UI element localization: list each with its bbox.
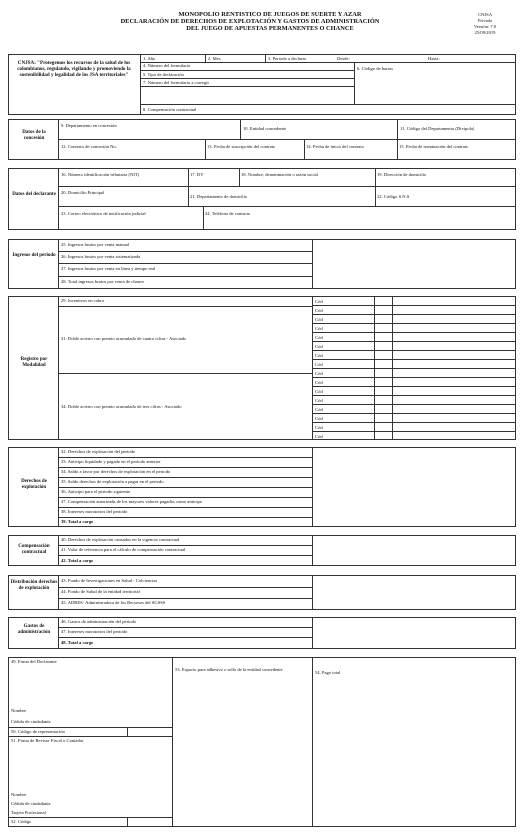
form-title-line1: MONOPOLIO RENTISTICO DE JUEGOS DE SUERTE Y AZAR: [178, 11, 362, 18]
field-8-compensation: 8. Compensación contractual: [143, 107, 197, 112]
field-24: 24. Teléfono de contacto: [205, 211, 251, 216]
field-19: 19. Dirección de domicilio: [377, 172, 427, 177]
income-item-28: 28. Total ingresos brutos por venta de chance: [61, 279, 145, 284]
field-18: 18. Nombre, denominación o razón social: [241, 172, 318, 177]
field-49-signature: 49. Firma del Declarante: [11, 659, 57, 664]
cod-row-8: Cód: [315, 361, 323, 367]
field-29: 29. Incentivos en cobro: [61, 298, 105, 303]
field-3-period: 3. Periodo a declarar: [268, 55, 307, 61]
distribution-item-43: 43. Fondo de Investigaciones en Salud - Colciencias: [61, 578, 158, 583]
field-9: 9. Departamento en concesión: [61, 123, 117, 128]
cod-row-15: Cód: [315, 424, 323, 430]
cod-row-11: Cód: [315, 388, 323, 394]
field-31: 31. Doble acierto con premio acumulado de cuatro cifras - Asociado: [61, 336, 187, 341]
rights-item-39: 39. Total a cargo: [61, 519, 94, 524]
professional-card: Tarjeta Profesional: [11, 810, 46, 815]
cod-row-13: Cód: [315, 406, 323, 412]
rights-item-38: 38. Intereses moratorios del periodo: [61, 509, 128, 514]
period-from: Desde:: [337, 55, 350, 61]
slogan: CNJSA: "Protegemos los recursos de la salud de los colombianos, regulando, vigilando y promoviendo la sostenibilidad y legalidad de los JSA territoriales": [17, 60, 131, 79]
rights-item-33: 33. Anticipo liquidado y pagado en el periodo anterior: [61, 459, 161, 464]
field-10: 10. Entidad concedente: [243, 126, 286, 131]
cod-row-6: Cód: [315, 343, 323, 349]
income-item-26: 26. Ingresos brutos por venta sistematizada: [61, 254, 141, 259]
form-classification: Privada: [477, 18, 493, 23]
field-23: 23. Correo electrónico de notificación judicial: [61, 211, 146, 216]
field-53-seal: 53. Espacio para adhesivo o sello de la entidad concedente: [175, 667, 283, 672]
compensation-item-40: 40. Derechos de explotación causados en la vigencia contractual: [61, 537, 180, 542]
field-14: 14. Fecha de inicio del contrato: [306, 144, 364, 149]
distribution-label: Distribución derechos de explotación: [10, 580, 58, 591]
field-51-auditor-signature: 51. Firma de Revisor Fiscal o Contador: [11, 738, 84, 743]
field-5-declaration-type: 5. Tipo de declaración: [143, 72, 184, 77]
field-1-year: 1. Año: [143, 55, 156, 61]
field-2-month: 2. Mes: [208, 55, 221, 61]
field-16: 16. Número identificación tributaria (NIT): [61, 172, 140, 177]
compensation-label: Compensación contractual: [18, 544, 50, 555]
compensation-item-42: 42. Total a cargo: [61, 558, 94, 563]
field-4-form-number: 4. Número del formulario: [143, 63, 191, 68]
rights-item-35: 35. Saldo derechos de explotación a pagar en el periodo: [61, 479, 164, 484]
compensation-item-41: 41. Valor de referencia para el cálculo de compensación contractual: [61, 547, 186, 552]
field-15: 15. Fecha de terminación del contrato: [399, 144, 469, 149]
income-label: Ingresos del periodo: [12, 253, 56, 258]
field-7-form-to-correct: 7. Número del formulario a corregir: [143, 80, 210, 85]
field-20: 20. Domicilio Principal: [61, 190, 105, 195]
rights-item-32: 32. Derechos de explotación del periodo: [61, 449, 136, 454]
expenses-item-48: 48. Total a cargo: [61, 640, 94, 645]
field-17: 17. DV: [190, 172, 204, 177]
field-52-code: 52. Código: [11, 819, 32, 824]
income-item-25: 25. Ingresos brutos por venta manual: [61, 242, 130, 247]
auditor-name: Nombre: [11, 792, 27, 797]
expenses-item-47: 47. Intereses moratorios del periodo: [61, 629, 128, 634]
rights-item-37: 37. Compensación autorizada de los mayores valores pagados como anticipo: [61, 499, 203, 504]
distribution-item-44: 44. Fondo de Salud de la entidad territorial: [61, 589, 140, 594]
declarant-label: Datos del declarante: [12, 192, 56, 197]
field-21: 21. Departamento de domicilio: [190, 194, 248, 199]
signature-section: [8, 657, 516, 827]
period-to: Hasta:: [428, 55, 440, 61]
cod-row-7: Cód: [315, 352, 323, 358]
form-version: Versión: 7.0: [473, 24, 497, 29]
declarant-name: Nombre: [11, 708, 27, 713]
form-title-line2: DECLARACIÓN DE DERECHOS DE EXPLOTACIÓN Y GASTOS DE ADMINISTRACIÓN: [120, 18, 380, 25]
expenses-item-46: 46. Gastos de administración del periodo: [61, 619, 137, 624]
admin-expenses-label: Gastos de administración: [17, 624, 51, 635]
declarant-id: Cédula de ciudadanía: [11, 719, 51, 724]
cod-row-3: Cód: [315, 316, 323, 322]
income-item-27: 27. Ingresos brutos por venta en línea y tiempo real: [61, 266, 156, 271]
cod-row-12: Cód: [315, 397, 323, 403]
auditor-id: Cédula de ciudadanía: [11, 801, 51, 806]
field-13: 13. Fecha de suscripción del contrato: [207, 144, 276, 149]
field-54-total: 54. Pago total: [315, 670, 341, 675]
field-12: 12. Contrato de concesión No.: [61, 144, 117, 149]
form-org: CNJSA: [477, 12, 493, 17]
field-50-code: 50. Código de representación: [11, 729, 65, 734]
field-11: 11. Código del Departamento (Divipola): [400, 126, 475, 131]
cod-row-9: Cód: [315, 370, 323, 376]
modality-label: Registro por Modalidad: [20, 357, 48, 368]
rights-item-34: 34. Saldo a favor por derechos de explotación en el periodo: [61, 469, 171, 474]
cod-row-16: Cód: [315, 433, 323, 439]
rights-item-36: 36. Anticipo para el periodo siguiente: [61, 489, 131, 494]
distribution-item-45: 45. ADRES- Administradora de los Recursos del SGSSS: [61, 600, 166, 605]
field-22: 22. Código S.N.S: [377, 194, 410, 199]
cod-row-10: Cód: [315, 379, 323, 385]
field-34-modality: 34. Doble acierto con premio acumulado de tres cifras - Asociado: [61, 404, 182, 409]
field-6-barcode: 6. Código de barras: [357, 66, 393, 71]
exploitation-rights-label: Derechos de explotación: [21, 479, 47, 490]
cod-row-2: Cód: [315, 307, 323, 313]
cod-row-14: Cód: [315, 415, 323, 421]
declarant-section: [8, 168, 516, 230]
cod-row-1: Cód: [315, 298, 323, 304]
form-date: 25/09/2019: [474, 30, 496, 35]
concession-label: Datos de la concesión: [22, 130, 46, 141]
cod-row-5: Cód: [315, 334, 323, 340]
cod-row-4: Cód: [315, 325, 323, 331]
form-title-line3: DEL JUEGO DE APUESTAS PERMANENTES O CHANCE: [186, 25, 354, 32]
